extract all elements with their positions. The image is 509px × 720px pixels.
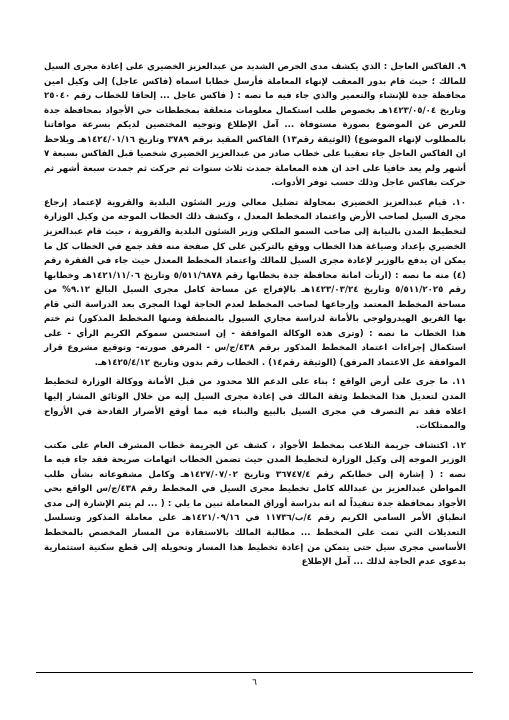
paragraph-text: ما جرى على أرض الواقع ؛ بناء على الدعم اللا محدود من قبل الأمانة ووكالة الوزارة لتخطيط المدن لتعديل هذا المخطط وثقة المالك في إعادة مجرى السيل إليه من خلال الوثائق المشار إليها اعلاه فقد تم التصرف في مجرى السيل بالبيع والبناء فيه مما أوقع الأضرار الفادحة في الأرواح والممتلكات. [44,377,466,432]
paragraph-text: اكتشاف جريمة التلاعب بمخطط الأجواد ، كشف عن الجريمة خطاب المشرف العام على مكتب الوزير الموجه إلى وكيل الوزارة لتخطيط المدن حيث تضمن الخطاب اتهامات صريحة فقد جاء فيه ما نصه : ( إشارة إلى خطابكم رقم ٣٦٧٤٧/٤ وتاريخ ١٤٢٧/٠٧/٠٢هـ وكامل مشفوعاته بشأن طلب المواطن عبدالعزيز بن عبدالله كامل تخطيط مجرى السيل في المخطط رقم ٤٣٨/ج/س الواقع بحي الأجواد بمحافظة جدة تنفيذاً له انه بدراسة أوراق المعاملة تبين ما يلي : ( ... لم يتم الإشارة إلى مدى انطباق الأمر السامي الكريم رقم ٤/ب/١١٧٣٦ في ١٤٢١/٠٩/١٦هـ على معاملة المذكور وتسلسل التعديلات التي تمت على المخطط ... مطالبة المالك بالاستفادة من المسار المخصص بالمخطط الأساسي مجرى سيل حتى يتمكن من إعادة تخطيط هذا المسار وتحويله إلى قطع سكنية استثمارية بدعوى عدم الحاجة لذلك ... آمل الإطلاع [44,440,467,568]
paragraph-11 [44,375,466,433]
paragraph-text: قيام عبدالعزيز الخضيري بمحاولة تضليل معالي وزير الشئون البلدية والقروية لإعتماد إرجاع مجرى السيل لصاحب الأرض واعتماد المخطط المعدل ، وكشف ذلك الخطاب الموجه من وكيل الوزارة لتخطيط المدن بالنيابة إلى صاحب السمو الملكي وزير الشئون البلدية والقروية ، حيث قام عبدالعزيز الخضيري بإعداد وصياغة هذا الخطاب ووقع بالتركين على كل صفحة منه فقد جمع في الخطاب كل ما يمكن ان يدفع بالوزير لإعادة مجرى السيل للمالك واعتماد المخطط المعدل حيث جاء في الفقرة رقم (٤) منه ما نصه : (ارتأت امانة محافظة جدة بخطابها رقم ٥/٥١١/٦٨٧٨ وتاريخ ١٤٢١/١١/٠٦هـ وخطابها رقم ٥/٥١١/٢٠٢٥ وتاريخ ١٤٢٣/٠٣/٢٤هـ بالإفراج عن مساحة كامل مجرى السيل البالغ ٩.١٢% من مساحة المخطط المعتمد وإرجاعها لصاحب المخطط لعدم الحاجة لهذا المجرى بعد الدراسة التي قام بها الفريق الهيدرولوجي بالأمانة لدراسة مجاري السيول بالمنطقة ومنها المخطط المذكور) ثم ختم هذا الخطاب ما نصه : (وترى هذه الوكالة الموافقة - إن استحسن سموكم الكريم الرأي - على استكمال إجراءات اعتماد المخطط المذكور برقم ٤٣٨/ج/س - المرفق صورته- وتوقيع مشروع قرار الموافقة عل الاعتماد المرفق) (الوثيقة رقم١٤) . الخطاب رقم بدون وتاريخ ١٤٢٥/٤/١٢هـ. [44,197,466,368]
paragraph-number: ٩. [457,62,466,72]
paragraph-text: الفاكس العاجل : الذي يكشف مدى الحرص الشديد من عبدالعزيز الخضيري على إعادة مجرى السيل للمالك ؛ حيث قام بدور المعقب لإنهاء المعاملة فأرسل خطابا اسماه (فاكس عاجل) إلى وكيل امين محافظة جدة للإنشاء والتعمير والذي جاء فيه ما نصه : ( فاكس عاجل ... إلحاقا للخطاب رقم ٢٥٠٤٠ وتاريخ ١٤٢٣/٠٥/٠٤هـ بخصوص طلب استكمال معلومات متعلقة بمخططات حي الأجواد بمحافظة جدة للعرض عن الموضوع بصورة مستوفاة ... آمل الإطلاع وتوجيه المختصين لديكم بسرعة موافاتنا بالمطلوب لإنهاء الموضوع) (الوثيقة رقم١٣) الفاكس المقيد برقم ٣٧٨٩ وتاريخ ١٤٢٤/٠١/١٦هـ ويلاحظ ان الفاكس العاجل جاء تعقيبا على خطاب صادر من عبدالعزيز الخضيري شخصيا قبل الفاكس بسبعة ٧ أشهر ولم يعد خافيا على احد ان هذه المعاملة جمدت ثلاث سنوات ثم حركت ثم جمدت سبعة أشهر ثم حركت بفاكس عاجل وذلك حسب توفر الأدوات. [44,62,466,189]
paragraph-number: ١١. [452,377,466,388]
paragraph-9 [44,60,466,191]
paragraph-10 [44,196,466,371]
paragraph-number: ١٠. [452,197,466,208]
page-number: ٦ [252,678,257,688]
paragraph-12 [44,439,466,570]
document-body [44,60,466,575]
footer-divider [36,672,473,673]
paragraph-number: ١٢. [452,440,466,451]
